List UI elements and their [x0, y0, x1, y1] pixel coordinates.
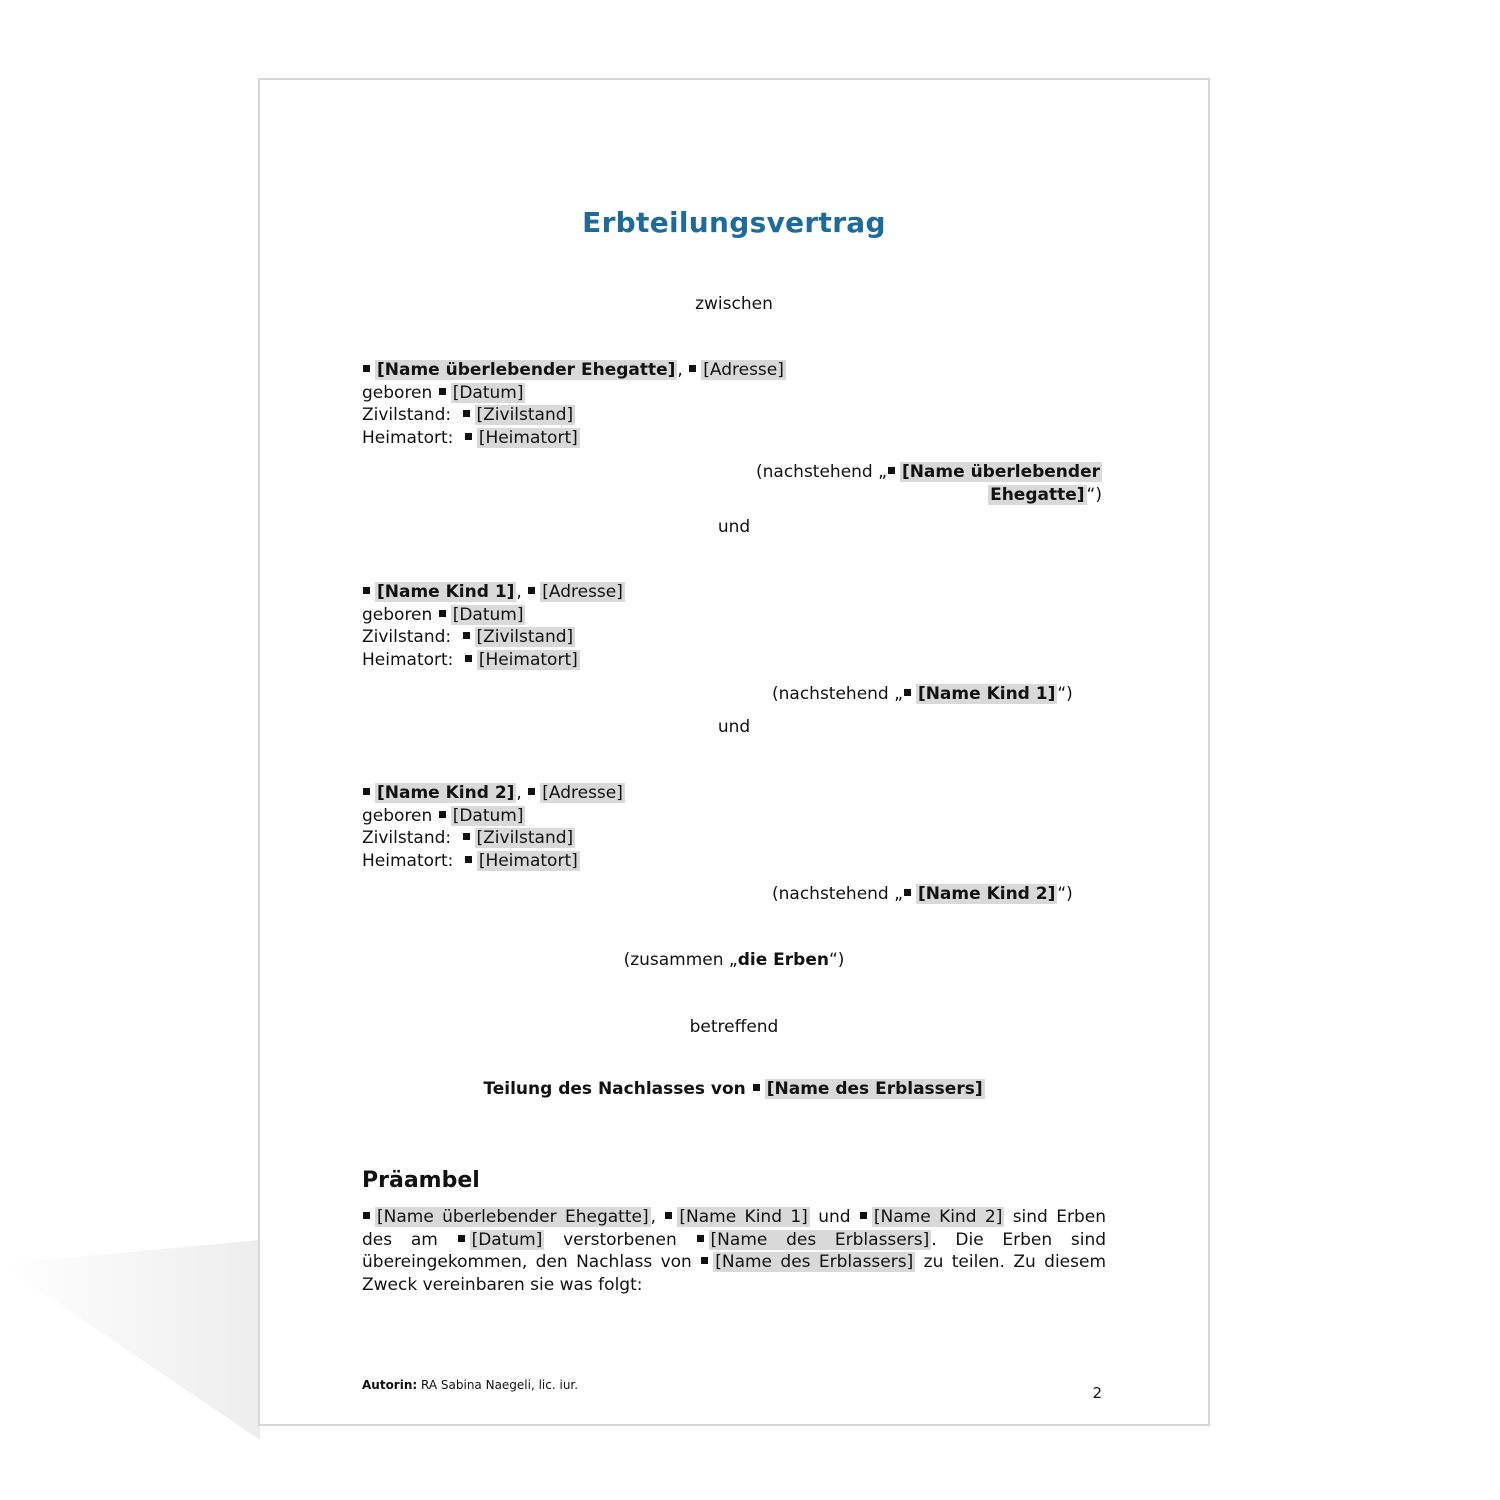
praeambel-verstorbenen: verstorbenen — [563, 1229, 677, 1250]
bullet-square-icon — [860, 1212, 867, 1219]
praeambel-mid: . Die Erben sind übereingekommen, den Nachlass von — [362, 1229, 1107, 1273]
zusammen-text — [260, 950, 1208, 970]
heimatort-label: Heimatort: — [362, 649, 454, 670]
bullet-square-icon — [363, 1212, 370, 1219]
author-label: Autorin: — [362, 1378, 418, 1392]
und-text-1: und — [717, 517, 751, 537]
party-3-nachstehend — [772, 883, 1073, 906]
party-2-nachstehend — [772, 683, 1073, 706]
praeambel-und: und — [818, 1207, 851, 1227]
party-1-nachstehend — [756, 461, 1102, 506]
party-1-adresse: [Adresse] — [703, 360, 784, 380]
bullet-square-icon — [463, 833, 470, 840]
bullet-square-icon — [463, 410, 470, 417]
comma: , — [650, 1207, 657, 1227]
party-1-nachstehend-name-1: [Name überlebender — [901, 462, 1100, 482]
bullet-square-icon — [665, 1212, 672, 1219]
nachstehend-suffix: “) — [1057, 884, 1073, 904]
nachstehend-suffix: “) — [1057, 684, 1073, 704]
erblasser-name: [Name des Erblassers] — [766, 1079, 983, 1099]
party-1-name-line — [362, 359, 786, 382]
bullet-square-icon — [888, 467, 895, 474]
document-title: Erbteilungsvertrag — [582, 206, 886, 239]
party-2-nachstehend-name: [Name Kind 1] — [917, 684, 1056, 704]
bullet-square-icon — [689, 365, 696, 372]
bullet-square-icon — [439, 388, 446, 395]
party-1-zivilstand-line — [362, 404, 786, 427]
betreffend-text: betreffend — [689, 1017, 779, 1037]
party-1-nachstehend-name-2: Ehegatte] — [990, 484, 1085, 505]
heimatort-label: Heimatort: — [362, 427, 454, 448]
zwischen-text: zwischen — [695, 294, 773, 314]
party-2-adresse: [Adresse] — [542, 582, 623, 602]
comma: , — [516, 582, 522, 602]
bullet-square-icon — [465, 655, 472, 662]
praeambel-ph-ehegatte: [Name überlebender Ehegatte] — [377, 1207, 649, 1227]
bullet-square-icon — [528, 587, 535, 594]
praeambel-sind: sind Erben des am — [362, 1207, 1106, 1250]
bullet-square-icon — [528, 788, 535, 795]
party-2-zivilstand: [Zivilstand] — [476, 627, 574, 647]
document-page — [258, 78, 1210, 1426]
comma: , — [516, 783, 522, 803]
praeambel-end: zu teilen. Zu diesem Zweck vereinbaren sie was folgt: — [362, 1252, 1107, 1295]
zivilstand-label: Zivilstand: — [362, 405, 452, 425]
bullet-square-icon — [465, 856, 472, 863]
bullet-square-icon — [465, 433, 472, 440]
party-3-adresse: [Adresse] — [542, 783, 623, 803]
und-text-2: und — [717, 717, 751, 737]
die-erben: die Erben — [737, 950, 829, 970]
party-3-nachstehend-name: [Name Kind 2] — [917, 884, 1056, 904]
party-2-datum: [Datum] — [452, 604, 524, 625]
bullet-square-icon — [458, 1235, 465, 1242]
party-1-heimatort: [Heimatort] — [478, 427, 578, 448]
praeambel-heading: Präambel — [362, 1168, 480, 1193]
party-3-datum: [Datum] — [452, 805, 524, 826]
geboren-label: geboren — [362, 805, 433, 826]
praeambel-paragraph — [362, 1206, 1106, 1296]
party-1-block — [362, 359, 786, 449]
party-1-heimatort-line — [362, 427, 786, 450]
bullet-square-icon — [753, 1084, 760, 1091]
party-3-zivilstand: [Zivilstand] — [476, 828, 574, 848]
praeambel-ph-datum: [Datum] — [471, 1229, 543, 1250]
party-3-block — [362, 782, 625, 872]
heimatort-label: Heimatort: — [362, 850, 454, 871]
geboren-label: geboren — [362, 604, 433, 625]
bullet-square-icon — [363, 365, 370, 372]
zivilstand-label: Zivilstand: — [362, 627, 452, 647]
party-3-name: [Name Kind 2] — [377, 783, 515, 803]
bullet-square-icon — [363, 788, 370, 795]
footer-author — [362, 1378, 578, 1392]
bullet-square-icon — [439, 610, 446, 617]
bullet-square-icon — [701, 1257, 708, 1264]
bullet-square-icon — [363, 587, 370, 594]
party-1-datum: [Datum] — [452, 382, 524, 403]
author-name: RA Sabina Naegeli, lic. iur. — [421, 1378, 579, 1392]
bullet-square-icon — [439, 811, 446, 818]
nachstehend-prefix: (nachstehend „ — [772, 684, 903, 704]
bullet-square-icon — [904, 689, 911, 696]
praeambel-ph-kind2: [Name Kind 2] — [873, 1207, 1003, 1227]
party-2-heimatort: [Heimatort] — [478, 649, 578, 670]
praeambel-ph-erblasser-2: [Name des Erblassers] — [715, 1252, 914, 1273]
nachstehend-suffix: “) — [1086, 484, 1102, 505]
party-2-block — [362, 581, 625, 671]
geboren-label: geboren — [362, 382, 433, 403]
party-1-name: [Name überlebender Ehegatte] — [377, 360, 676, 380]
teilung-text: Teilung des Nachlasses von — [483, 1079, 746, 1099]
bullet-square-icon — [463, 632, 470, 639]
teilung-line — [260, 1079, 1208, 1099]
nachstehend-prefix: (nachstehend „ — [756, 462, 887, 482]
praeambel-ph-erblasser: [Name des Erblassers] — [710, 1229, 930, 1250]
party-3-heimatort: [Heimatort] — [478, 850, 578, 871]
comma: , — [677, 360, 683, 380]
nachstehend-prefix: (nachstehend „ — [772, 884, 903, 904]
page-number: 2 — [1092, 1384, 1102, 1402]
bullet-square-icon — [697, 1235, 704, 1242]
party-1-zivilstand: [Zivilstand] — [476, 405, 574, 425]
praeambel-ph-kind1: [Name Kind 1] — [679, 1207, 808, 1227]
zivilstand-label: Zivilstand: — [362, 828, 452, 848]
zusammen-suffix: “) — [828, 950, 845, 970]
party-1-geboren-line — [362, 382, 786, 405]
bullet-square-icon — [904, 889, 911, 896]
page-shadow — [0, 1240, 260, 1440]
party-2-name: [Name Kind 1] — [377, 582, 515, 602]
zusammen-prefix: (zusammen „ — [623, 950, 738, 970]
